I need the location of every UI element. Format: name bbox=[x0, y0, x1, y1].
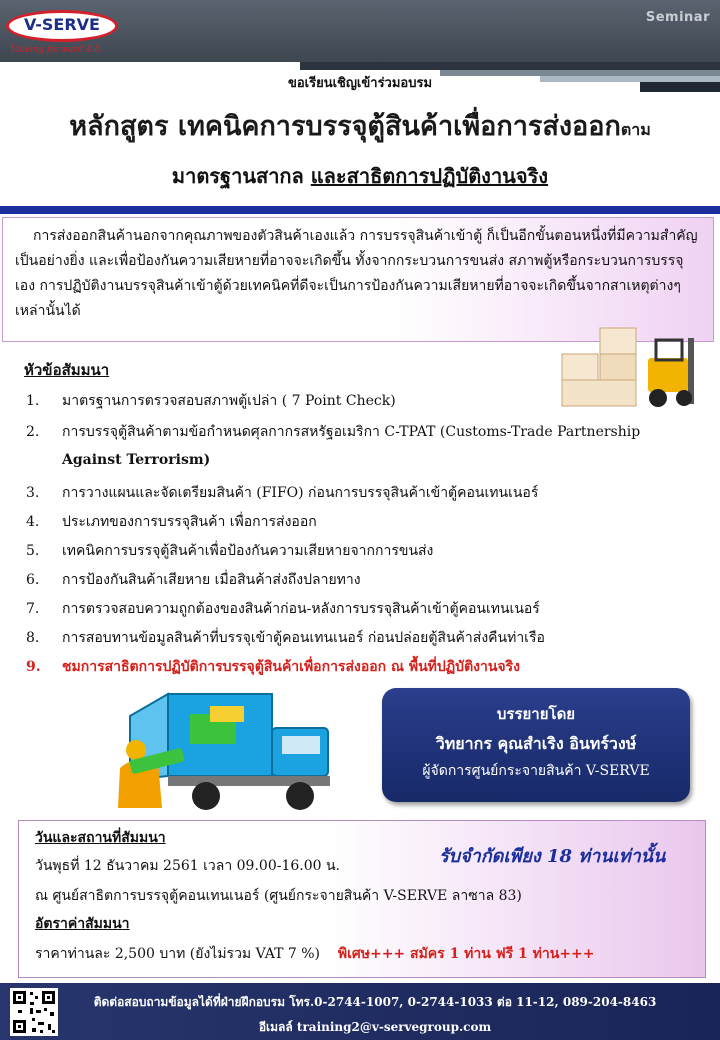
speaker-box bbox=[382, 688, 690, 802]
seat-limit-note: รับจำกัดเพียง 18 ท่านเท่านั้น bbox=[439, 846, 666, 867]
topic-number: 9. bbox=[26, 659, 41, 675]
topic-text: การบรรจุตู้สินค้าตามข้อกำหนดศุลกากรสหรัฐอเมริกา C-TPAT (Customs-Trade Partnership bbox=[62, 424, 641, 440]
speaker-name: วิทยากร คุณสำเริง อินทร์วงษ์ bbox=[435, 734, 637, 753]
logo-slogan: Moving forward 4.0 bbox=[10, 45, 101, 55]
topic-number: 1. bbox=[26, 393, 40, 409]
topic-number: 7. bbox=[26, 601, 40, 617]
topic-item bbox=[26, 627, 545, 649]
topic-text: มาตรฐานการตรวจสอบสภาพตู้เปล่า ( 7 Point Check) bbox=[62, 393, 396, 409]
topic-item-highlight bbox=[26, 656, 520, 678]
forklift-wheel bbox=[649, 389, 667, 407]
topic-text: Against Terrorism) bbox=[62, 452, 211, 468]
topic-number: 5. bbox=[26, 543, 40, 559]
topic-text: การตรวจสอบความถูกต้องของสินค้าก่อน-หลังการบรรจุสินค้าเข้าตู้คอนเทนเนอร์ bbox=[62, 601, 540, 617]
topic-number: 4. bbox=[26, 514, 40, 530]
vserve-logo bbox=[6, 10, 118, 60]
forklift-body bbox=[648, 358, 688, 392]
seminar-venue: ณ ศูนย์สาธิตการบรรจุตู้คอนเทนเนอร์ (ศูนย์กระจายสินค้า V-SERVE ลาซาล 83) bbox=[35, 888, 522, 904]
seminar-info-box bbox=[18, 820, 706, 978]
topic-text: การป้องกันสินค้าเสียหาย เมื่อสินค้าส่งถึงปลายทาง bbox=[62, 572, 361, 588]
fee-heading: อัตราค่าสัมมนา bbox=[35, 916, 130, 932]
contact-email[interactable]: อีเมลล์ training2@v-servegroup.com bbox=[258, 1020, 492, 1034]
logo-text: V-SERVE bbox=[24, 15, 100, 34]
seminar-fee: ราคาท่านละ 2,500 บาท (ยังไม่รวม VAT 7 %) bbox=[35, 946, 321, 962]
topic-number: 3. bbox=[26, 485, 40, 501]
worker-head bbox=[126, 740, 146, 760]
course-subtitle-underlined: และสาธิตการปฏิบัติงานจริง bbox=[310, 164, 549, 188]
topic-text: เทคนิคการบรรจุตู้สินค้าเพื่อป้องกันความเสียหายจากการขนส่ง bbox=[62, 543, 434, 559]
forklift-pallet-illustration bbox=[560, 318, 710, 410]
topic-item bbox=[26, 598, 540, 620]
topic-item bbox=[26, 482, 538, 504]
forklift-cage bbox=[656, 340, 682, 360]
truck-window bbox=[282, 736, 320, 754]
speaker-label: บรรยายโดย bbox=[496, 705, 576, 723]
topic-item bbox=[26, 540, 433, 562]
pallet-box bbox=[600, 328, 636, 354]
topic-number: 2. bbox=[26, 424, 40, 440]
truck-wheel bbox=[286, 782, 314, 810]
header-stripe bbox=[300, 62, 720, 70]
date-venue-heading: วันและสถานที่สัมมนา bbox=[35, 830, 166, 846]
topic-item-continuation bbox=[26, 452, 210, 468]
seminar-label: Seminar bbox=[645, 10, 710, 25]
topic-text: การวางแผนและจัดเตรียมสินค้า (FIFO) ก่อนการบรรจุสินค้าเข้าตู้คอนเทนเนอร์ bbox=[62, 485, 539, 501]
topic-item bbox=[26, 421, 640, 443]
promo-text: พิเศษ+++ สมัคร 1 ท่าน ฟรี 1 ท่าน+++ bbox=[337, 946, 595, 962]
title-divider bbox=[0, 206, 720, 214]
seminar-date: วันพุธที่ 12 ธันวาคม 2561 เวลา 09.00-16.00 น. bbox=[35, 858, 341, 874]
contact-phone: ติดต่อสอบถามข้อมูลได้ที่ฝ่ายฝึกอบรม โทร.0-2744-1007, 0-2744-1033 ต่อ 11-12, 089-204-8463 bbox=[93, 995, 657, 1009]
topic-item bbox=[26, 569, 361, 591]
fee-line bbox=[35, 943, 595, 965]
topic-number: 8. bbox=[26, 630, 40, 646]
course-title-suffix: ตาม bbox=[620, 120, 651, 139]
truck-loading-illustration bbox=[110, 688, 340, 828]
pallet-box bbox=[562, 354, 598, 380]
invitation-text: ขอเรียนเชิญเข้าร่วมอบรม bbox=[287, 76, 433, 91]
course-subtitle-plain: มาตรฐานสากล bbox=[171, 164, 311, 188]
topic-text: ชมการสาธิตการปฏิบัติการบรรจุตู้สินค้าเพื่อการส่งออก ณ พื้นที่ปฏิบัติงานจริง bbox=[62, 659, 520, 675]
topic-item bbox=[26, 390, 396, 412]
pallet-box bbox=[600, 354, 636, 380]
pallet-box bbox=[562, 380, 636, 406]
topic-text: ประเภทของการบรรจุสินค้า เพื่อการส่งออก bbox=[62, 514, 317, 530]
course-title bbox=[0, 104, 720, 147]
topic-item bbox=[26, 511, 317, 533]
topic-text: การสอบทานข้อมูลสินค้าที่บรรจุเข้าตู้คอนเทนเนอร์ ก่อนปล่อยตู้สินค้าส่งคืนท่าเรือ bbox=[62, 630, 545, 646]
topics-heading: หัวข้อสัมมนา bbox=[24, 361, 110, 379]
course-subtitle bbox=[0, 160, 720, 192]
course-title-main: หลักสูตร เทคนิคการบรรจุตู้สินค้าเพื่อการส่งออก bbox=[69, 111, 621, 142]
truck-wheel bbox=[192, 782, 220, 810]
speaker-role: ผู้จัดการศูนย์กระจายสินค้า V-SERVE bbox=[422, 763, 650, 779]
truck-cargo bbox=[210, 706, 244, 722]
intro-paragraph: การส่งออกสินค้านอกจากคุณภาพของตัวสินค้าเองแล้ว การบรรจุสินค้าเข้าตู้ ก็เป็นอีกขั้นตอนหนึ่งที่มีความสำคัญเป็นอย่างยิ่ง และเพื่อป้องกันความเสียหายที่อาจจะเกิดขึ้น ทั้งจากกระบวนการขนส่ง สภาพตู้หรือกระบวนการบรรจุเอง การปฏิบัติงานบรรจุสินค้าเข้าตู้ด้วยเทคนิคที่ดีจะเป็นการป้องกันความเสียหายที่อาจจะเกิดขึ้นจากสาเหตุต่างๆ เหล่านั้นได้ bbox=[2, 217, 714, 342]
qr-code[interactable] bbox=[10, 988, 58, 1036]
forklift-wheel bbox=[676, 390, 692, 406]
topic-number: 6. bbox=[26, 572, 40, 588]
